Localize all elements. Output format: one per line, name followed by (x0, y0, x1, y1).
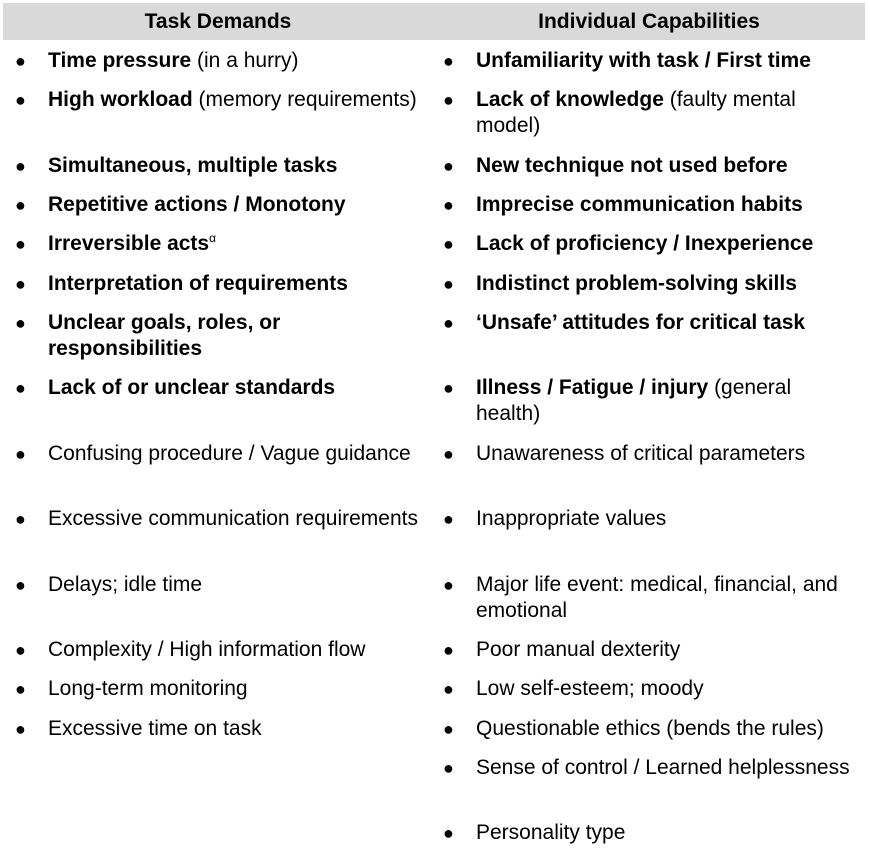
bullet-icon: ● (15, 575, 26, 595)
list-item-bold-text: Lack of proficiency / Inexperience (476, 232, 814, 255)
list-item-normal-text: Sense of control / Learned helplessness (476, 756, 850, 779)
list-item-bold-text: Illness / Fatigue / injury (476, 376, 709, 399)
list-item-normal-text: Confusing procedure / Vague guidance (48, 442, 411, 465)
list-item-normal-text: Low self-esteem; moody (476, 677, 704, 700)
list-item-normal-text: Complexity / High information flow (48, 638, 366, 661)
bullet-icon: ● (15, 640, 26, 660)
bullet-icon: ● (443, 274, 454, 294)
list-item-text (48, 271, 430, 297)
bullet-icon: ● (443, 378, 454, 398)
bullet-icon: ● (15, 313, 26, 333)
bullet-icon: ● (443, 823, 454, 843)
list-item-bold-text: New technique not used before (476, 154, 788, 177)
list-item-bold-text: Interpretation of requirements (48, 272, 348, 295)
bullet-icon: ● (15, 90, 26, 110)
list-item-normal-text: Long-term monitoring (48, 677, 248, 700)
list-item-text (476, 506, 860, 532)
list-item-bold-text: Lack of knowledge (476, 88, 664, 111)
list-item-bold-text: Unfamiliarity with task / First time (476, 49, 811, 72)
list-item-superscript: α (209, 231, 217, 245)
bullet-icon: ● (15, 444, 26, 464)
bullet-icon: ● (443, 51, 454, 71)
list-item-text (476, 572, 860, 624)
list-item-text (476, 441, 860, 467)
list-item-normal-text: Major life event: medical, financial, and emotional (476, 573, 838, 622)
bullet-icon: ● (443, 640, 454, 660)
list-item-text (48, 637, 430, 663)
bullet-icon: ● (15, 719, 26, 739)
list-item-normal-text: (general health) (476, 376, 792, 425)
bullet-icon: ● (443, 575, 454, 595)
list-item-text (48, 153, 430, 179)
list-item-bold-text: Time pressure (48, 49, 192, 72)
bullet-icon: ● (443, 758, 454, 778)
list-item-text (476, 192, 860, 218)
bullet-icon: ● (443, 444, 454, 464)
bullet-icon: ● (15, 156, 26, 176)
list-item-normal-text: Excessive communication requirements (48, 507, 418, 530)
list-item-text (48, 506, 430, 532)
list-item-text (48, 676, 430, 702)
list-item-normal-text: Excessive time on task (48, 717, 262, 740)
list-item-normal-text: Delays; idle time (48, 573, 203, 596)
bullet-icon: ● (443, 156, 454, 176)
list-item-bold-text: Irreversible acts (48, 232, 210, 255)
bullet-icon: ● (15, 509, 26, 529)
list-item-text (476, 231, 860, 257)
list-item-text (48, 231, 430, 257)
header-individual-capabilities: Individual Capabilities (538, 9, 760, 33)
list-item-bold-text: ‘Unsafe’ attitudes for critical task (476, 311, 806, 334)
bullet-icon: ● (443, 313, 454, 333)
list-item-text (476, 271, 860, 297)
list-item-text (476, 153, 860, 179)
bullet-icon: ● (443, 234, 454, 254)
list-item-bold-text: High workload (48, 88, 193, 111)
list-item-text (476, 87, 860, 139)
bullet-icon: ● (443, 90, 454, 110)
list-item-normal-text: Questionable ethics (bends the rules) (476, 717, 824, 740)
bullet-icon: ● (15, 274, 26, 294)
list-item-text (476, 310, 860, 336)
list-item-text (48, 716, 430, 742)
list-item-text (48, 441, 430, 467)
list-item-bold-text: Simultaneous, multiple tasks (48, 154, 338, 177)
bullet-icon: ● (443, 679, 454, 699)
list-item-normal-text: Unawareness of critical parameters (476, 442, 806, 465)
list-item-text (476, 375, 860, 427)
list-item-text (476, 48, 860, 74)
list-item-text (476, 716, 860, 742)
bullet-icon: ● (443, 195, 454, 215)
list-item-bold-text: Repetitive actions / Monotony (48, 193, 346, 216)
table-header (3, 3, 865, 40)
bullet-icon: ● (15, 234, 26, 254)
list-item-text (48, 375, 430, 401)
list-item-normal-text: Poor manual dexterity (476, 638, 681, 661)
list-item-bold-text: Lack of or unclear standards (48, 376, 336, 399)
list-item-normal-text: (faulty mental model) (476, 88, 796, 137)
list-item-normal-text: (in a hurry) (191, 49, 299, 72)
list-item-text (48, 310, 430, 362)
list-item-text (48, 87, 430, 113)
list-item-normal-text: (memory requirements) (192, 88, 417, 111)
list-item-text (48, 48, 430, 74)
list-item-bold-text: Indistinct problem-solving skills (476, 272, 797, 295)
bullet-icon: ● (15, 195, 26, 215)
bullet-icon: ● (443, 719, 454, 739)
bullet-icon: ● (15, 679, 26, 699)
list-item-text (48, 192, 430, 218)
list-item-text (48, 572, 430, 598)
list-item-normal-text: Personality type (476, 821, 626, 844)
bullet-icon: ● (15, 378, 26, 398)
list-item-text (476, 755, 860, 781)
list-item-text (476, 820, 860, 846)
bullet-icon: ● (15, 51, 26, 71)
list-item-bold-text: Imprecise communication habits (476, 193, 803, 216)
list-item-text (476, 676, 860, 702)
list-item-bold-text: Unclear goals, roles, or responsibilities (48, 311, 281, 360)
bullet-icon: ● (443, 509, 454, 529)
header-task-demands: Task Demands (144, 9, 292, 33)
list-item-text (476, 637, 860, 663)
list-item-normal-text: Inappropriate values (476, 507, 667, 530)
